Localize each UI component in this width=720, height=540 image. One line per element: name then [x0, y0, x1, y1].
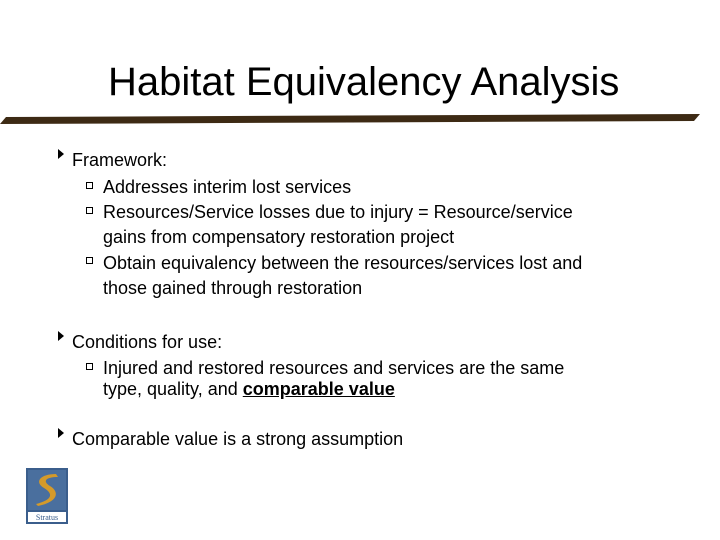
list-item-continuation: gains from compensatory restoration project	[103, 227, 455, 247]
square-bullet-icon	[86, 182, 93, 189]
section-heading-conditions: Conditions for use:	[72, 332, 223, 352]
list-item-continuation: those gained through restoration	[103, 278, 363, 298]
triangle-bullet-icon	[58, 331, 64, 341]
list-item-text: type, quality, and	[103, 379, 243, 399]
logo-wordmark: Stratus	[35, 513, 59, 522]
section-heading-framework: Framework:	[72, 150, 168, 170]
list-item: Injured and restored resources and services are the same	[103, 358, 565, 378]
list-item: Obtain equivalency between the resources/services lost and	[103, 253, 583, 273]
emphasized-text: comparable value	[242, 379, 395, 399]
square-bullet-icon	[86, 363, 93, 370]
triangle-bullet-icon	[58, 149, 64, 159]
list-item: Addresses interim lost services	[103, 177, 352, 197]
triangle-bullet-icon	[58, 428, 64, 438]
section-heading-assumption: Comparable value is a strong assumption	[72, 429, 404, 449]
square-bullet-icon	[86, 257, 93, 264]
list-item: Resources/Service losses due to injury = Resource/service	[103, 202, 573, 222]
square-bullet-icon	[86, 207, 93, 214]
slide-title: Habitat Equivalency Analysis	[108, 60, 620, 104]
stratus-logo-icon	[26, 468, 68, 524]
list-item-continuation	[103, 377, 395, 401]
